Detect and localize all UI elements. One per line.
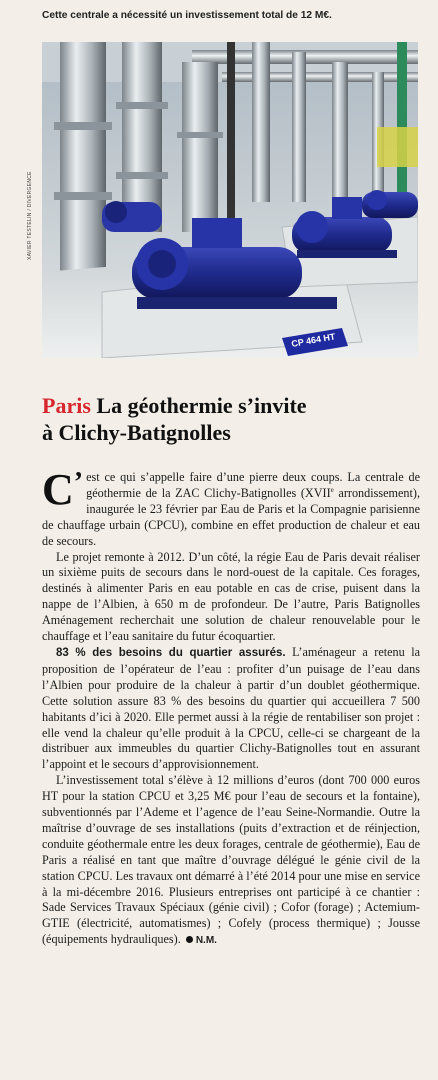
- article-paragraph-3: 83 % des besoins du quartier assurés. L’aménageur a retenu la proposition de l’opérateur de l’eau : profiter d’un puisage de l’eau dans l’Albien pour produire de la chaleur à partir d’un doublet géothermique. Cette solution assure 83 % des besoins du quartier qui accueillera 7 500 habitants d’ici à 2020. Elle permet aussi à la régie de rentabiliser son projet : elle vend la chaleur qu’elle produit à la CPCU, celle-ci se chargeant de la distribuer aux immeubles du quartier Clichy-Batignolles tout en assurant l’appoint et le secours d’approvisionnement.: [42, 644, 421, 772]
- photo-credit: XAVIER TESTELIN / DIVERGENCE: [27, 171, 33, 260]
- headline-title-line2: à Clichy-Batignolles: [42, 420, 231, 445]
- article-paragraph-2: Le projet remonte à 2012. D’un côté, la régie Eau de Paris devait réaliser un sixième puits de secours dans le nord-ouest de la capitale. Ces forages, destinés à alimenter Paris en eau potable en cas de crise, puisent dans la nappe de l’Albien, à 650 m de profondeur. De l’autre, Paris Batignolles Aménagement recherchait une solution de chaleur renouvelable pour le chauffage et l’eau sanitaire du futur écoquartier.: [42, 549, 420, 644]
- article-body: [42, 465, 421, 949]
- author-signature: N.M.: [195, 935, 217, 947]
- article-headline: [42, 392, 422, 446]
- pump-room-illustration: [42, 42, 418, 358]
- headline-kicker: Paris: [42, 393, 91, 418]
- article-paragraph-4: L’investissement total s’élève à 12 millions d’euros (dont 700 000 euros HT pour la station CPCU et 3,25 M€ pour l’eau de secours et la fontaine), subventionnés par l’Ademe et l’agence de l’eau Seine-Normandie. Outre la maîtrise d’ouvrage de ses installations (puits d’extraction et de réinjection, conduite géothermale entre les deux forages, centrale de géothermie), Eau de Paris a réalisé en tant que maître d’ouvrage délégué le génie civil de la station CPCU. Les travaux ont démarré à l’été 2014 pour une mise en service à la mi-décembre 2016. Plusieurs entreprises ont participé à ce chantier : Sade Services Travaux Spéciaux (génie civil) ; Cofor (forage) ; Actemium-GTIE (électricité, automatismes) ; Cofely (process thermique) ; Jousse (équipements hydrauliques). N.M.: [42, 773, 420, 947]
- geothermal-plant-photo: [42, 42, 418, 358]
- pump-tag-label: CP 464 HT: [290, 331, 337, 349]
- headline-title-line1: La géothermie s’invite: [96, 393, 307, 418]
- paragraph-lead-in: 83 % des besoins du quartier assurés.: [56, 646, 286, 659]
- end-mark-bullet: [186, 936, 193, 943]
- photo-caption: Cette centrale a nécessité un investissement total de 12 M€.: [42, 10, 332, 21]
- drop-cap: C’: [42, 465, 84, 514]
- article-paragraph-1: C’ est ce qui s’appelle faire d’une pierre deux coups. La centrale de géothermie de la ZAC Clichy-Batignolles (XVIIe arrondissement), inaugurée le 23 février par Eau de Paris et la Compagnie parisienne de chauffage urbain (CPCU), combine en effet production de chaleur et eau de secours.: [42, 465, 420, 548]
